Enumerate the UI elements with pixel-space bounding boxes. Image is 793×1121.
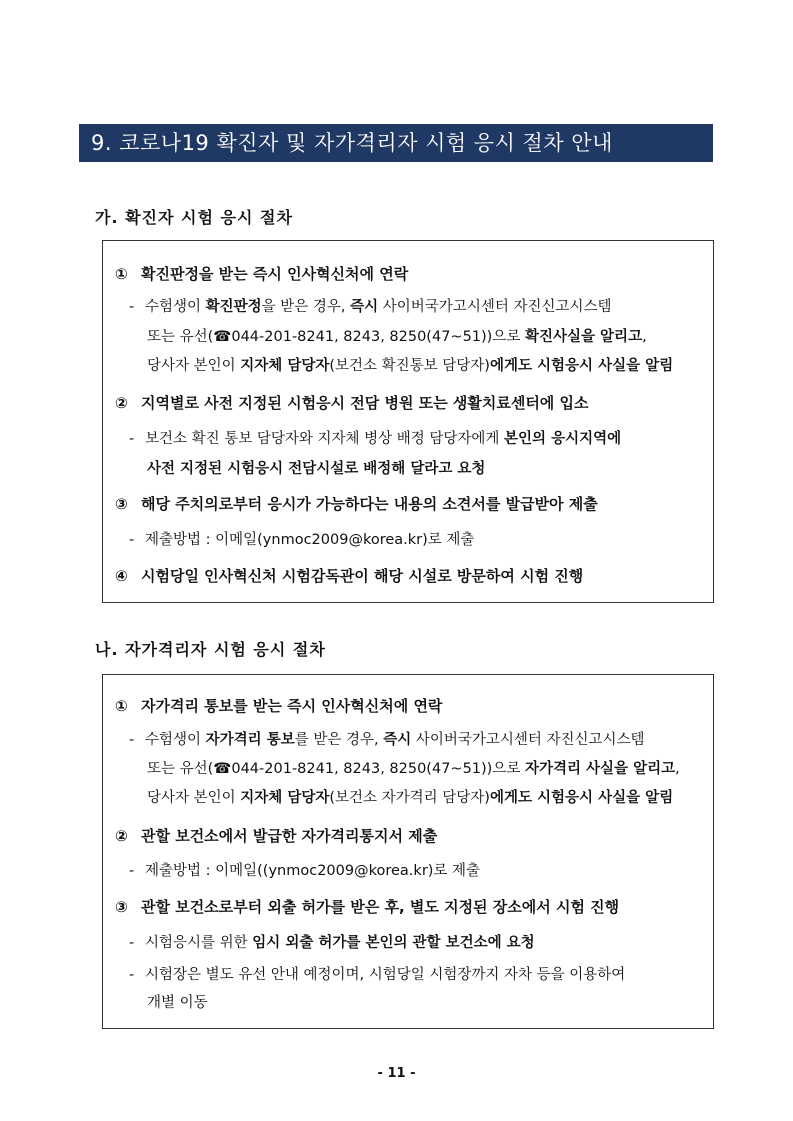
a-item2-line1: - 보건소 확진 통보 담당자와 지자체 병상 배정 담당자에게 본인의 응시지역에: [129, 431, 622, 447]
section-a-box: [102, 240, 714, 603]
section-b-box: [102, 674, 714, 1029]
b-item3-line1: - 시험응시를 위한 임시 외출 허가를 본인의 관할 보건소에 요청: [129, 935, 535, 951]
section-a-heading: 가. 확진자 시험 응시 절차: [95, 208, 293, 227]
a-item4-title: ④ 시험당일 인사혁신처 시험감독관이 해당 시설로 방문하여 시험 진행: [115, 567, 584, 585]
section-b-heading: 나. 자가격리자 시험 응시 절차: [95, 640, 326, 659]
a-item1-line3: 당사자 본인이 지자체 담당자(보건소 확진통보 담당자)에게도 시험응시 사실을 알림: [147, 358, 674, 374]
b-item1-line2: 또는 유선(☎044-201-8241, 8243, 8250(47~51))으로 자가격리 사실을 알리고,: [147, 761, 680, 777]
a-item2-title: ② 지역별로 사전 지정된 시험응시 전담 병원 또는 생활치료센터에 입소: [115, 394, 589, 412]
b-item2-line1: - 제출방법 : 이메일((ynmoc2009@korea.kr)로 제출: [129, 863, 481, 879]
b-item1-line1: - 수험생이 자가격리 통보를 받은 경우, 즉시 사이버국가고시센터 자진신고시스템: [129, 732, 645, 748]
b-item2-title: ② 관할 보건소에서 발급한 자가격리통지서 제출: [115, 827, 438, 845]
a-item3-line1: - 제출방법 : 이메일(ynmoc2009@korea.kr)로 제출: [129, 532, 475, 548]
b-item3-line3: 개별 이동: [147, 995, 208, 1011]
a-item2-line2: 사전 지정된 시험응시 전담시설로 배정해 달라고 요청: [147, 461, 486, 477]
a-item1-title: ① 확진판정을 받는 즉시 인사혁신처에 연락: [115, 265, 409, 283]
page-number: - 11 -: [377, 1066, 416, 1081]
page-title: 9. 코로나19 확진자 및 자가격리자 시험 응시 절차 안내: [79, 124, 713, 162]
b-item1-title: ① 자가격리 통보를 받는 즉시 인사혁신처에 연락: [115, 697, 443, 715]
b-item3-title: ③ 관할 보건소로부터 외출 허가를 받은 후, 별도 지정된 장소에서 시험 진행: [115, 898, 620, 916]
a-item1-line1: - 수험생이 확진판정을 받은 경우, 즉시 사이버국가고시센터 자진신고시스템: [129, 299, 612, 315]
b-item1-line3: 당사자 본인이 지자체 담당자(보건소 자가격리 담당자)에게도 시험응시 사실을 알림: [147, 790, 674, 806]
b-item3-line2: - 시험장은 별도 유선 안내 예정이며, 시험당일 시험장까지 자차 등을 이용하여: [129, 967, 626, 983]
a-item3-title: ③ 해당 주치의로부터 응시가 가능하다는 내용의 소견서를 발급받아 제출: [115, 495, 598, 513]
a-item1-line2: 또는 유선(☎044-201-8241, 8243, 8250(47~51))으로 확진사실을 알리고,: [147, 329, 647, 345]
